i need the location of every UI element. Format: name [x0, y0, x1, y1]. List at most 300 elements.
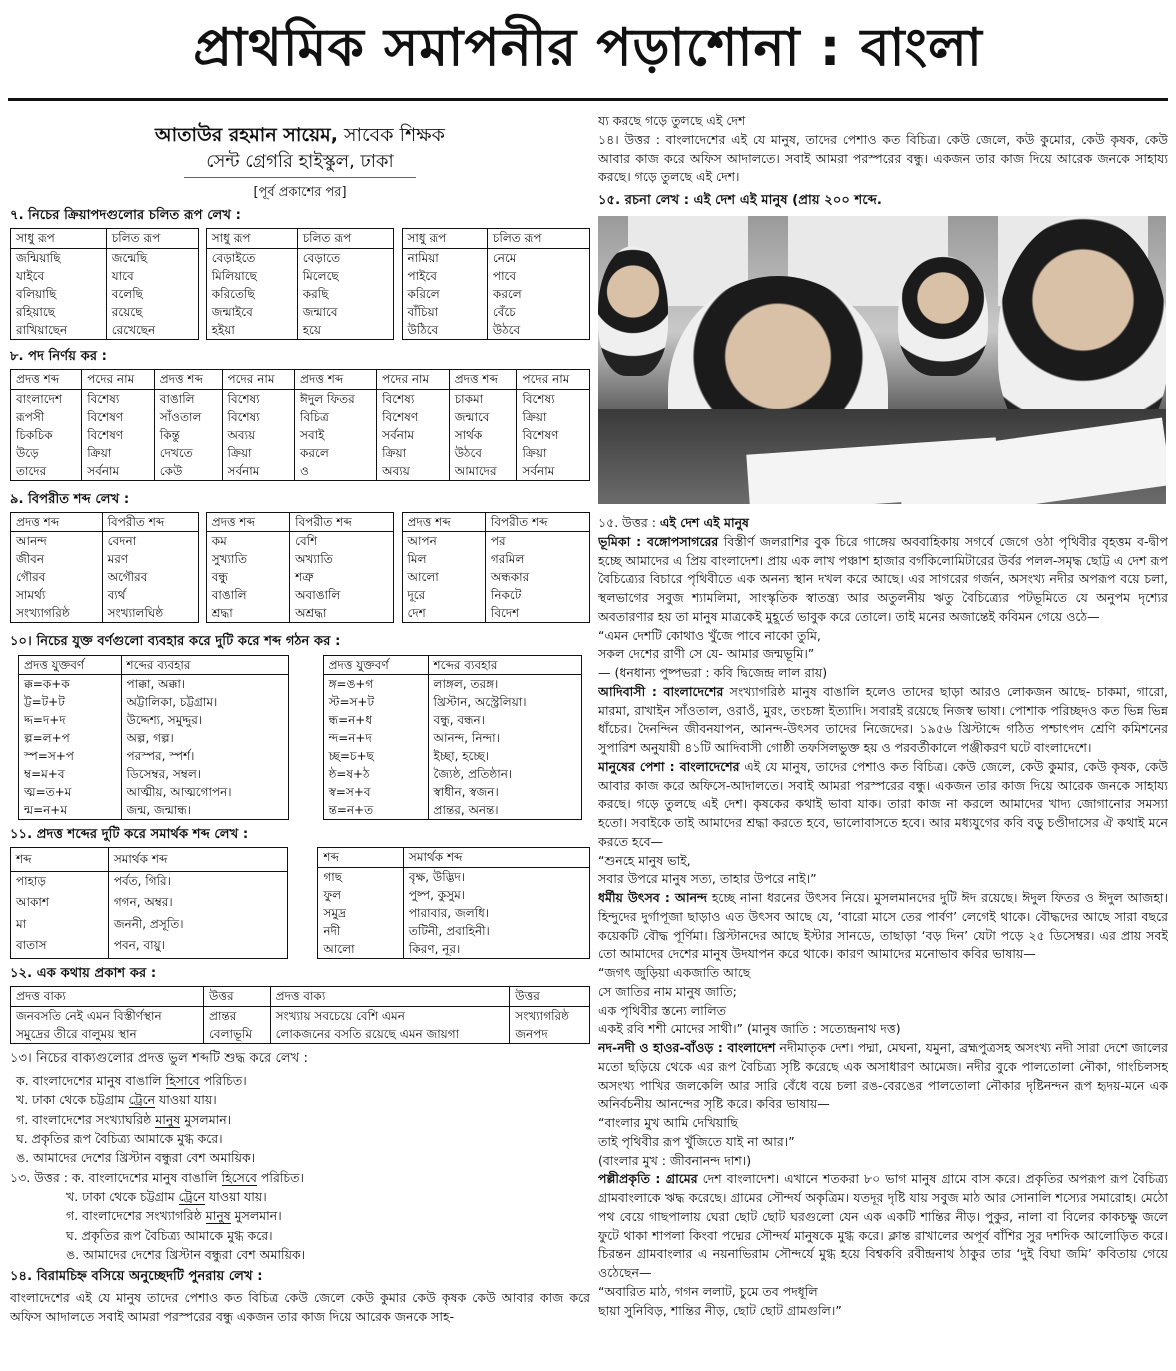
q11-title: ১১. প্রদত্ত শব্দের দুটি করে সমার্থক শব্দ লেখ : — [10, 827, 249, 843]
sentence-pre: ঘ. প্রকৃতির রূপ বৈচিত্র্য আমাকে মুগ্ধ করে। — [16, 1130, 223, 1146]
q7-cell: মিলেছে — [297, 267, 394, 285]
q7-header-cell: সাধু রূপ — [206, 229, 297, 249]
q11-table-row — [318, 886, 590, 904]
q9-table-row — [11, 586, 199, 604]
answer-14: ১৪। উত্তর : বাংলাদেশের এই যে মানুষ, তাদের পেশাও কত বিচিত্র। কেউ জেলে, কউ কুমোর, কেউ কৃষক, কেউ আবার কাজ করে অফিস আদালতে। সবাই আমরা পরস্পরের বন্ধু। একজন তার কাজ দিয়ে আরেক জনকে সাহায্য করছে। গড়ে তুলছে এই দেশ। — [598, 131, 1168, 185]
q8-cell: ক্রিয়া — [517, 444, 590, 462]
sentence-post: মুসলমান। — [180, 1111, 232, 1127]
sentence-pre: ক. বাংলাদেশের মানুষ বাঙালি — [71, 1169, 222, 1185]
q12-header-cell: উত্তর — [204, 987, 271, 1007]
q8-header-cell: প্রদত্ত শব্দ — [154, 369, 222, 389]
q7-cell: রাখিয়াছেন — [16, 322, 68, 337]
q8-cell: উড়ে — [16, 445, 39, 460]
q8-title: ৮. পদ নির্ণয় কর : — [10, 348, 107, 364]
q9-cell: বিদেশ — [485, 604, 589, 623]
sentence-post: যাওয়া যায়। — [205, 1189, 267, 1205]
sentence-pre: ঘ. প্রকৃতির রূপ বৈচিত্র্য আমাকে মুগ্ধ করে। — [66, 1227, 273, 1243]
q7-header-cell: সাধু রূপ — [11, 229, 107, 249]
q11-header-cell: সমার্থক শব্দ — [108, 848, 288, 871]
poem-line: “শুনহে মানুষ ভাই, — [598, 852, 691, 868]
q11-table-row — [11, 893, 288, 915]
poem-line: তাই পৃথিবীর রূপ খুঁজিতে যাই না আর।” — [598, 1133, 795, 1149]
q10-table-row — [323, 747, 581, 765]
author-line — [10, 122, 590, 148]
poem-line: সবার উপরে মানুষ সত্য, তাহার উপরে নাই।” — [598, 871, 817, 887]
q9-table-row — [206, 532, 394, 551]
q7-cell: জন্মাবে — [297, 303, 394, 321]
q9-header-cell: প্রদত্ত শব্দ — [11, 512, 103, 532]
q10-cell: ট্ট=ট+ট — [24, 695, 65, 710]
q9-cell: বেদনা — [102, 532, 198, 551]
q9-cell: আনন্দ — [16, 534, 47, 549]
q10-cell: স্প=স+প — [24, 749, 74, 764]
poem-line: ছায়া সুনিবিড়, শান্তির নীড়, ছোট ছোট গ্রামগুলি।” — [598, 1302, 842, 1318]
q9-tables — [10, 512, 590, 624]
q8-cell: জন্মাবে — [449, 408, 517, 426]
q10-cell: পরস্পর, স্পর্শ। — [121, 747, 288, 765]
q12-cell: জনবসতি নেই এমন বিস্তীর্ণস্থান — [16, 1008, 162, 1023]
q7-cell: নেমে — [487, 248, 589, 267]
q10-cell: জ্যৈষ্ঠ, প্রতিষ্ঠান। — [428, 765, 581, 783]
para-village-head: পল্লীপ্রকৃতি : গ্রামের — [598, 1171, 698, 1187]
q9-cell: বেশি — [290, 532, 394, 551]
q8-cell: বিচিত্র — [295, 408, 377, 426]
sentence-line — [10, 1187, 590, 1206]
q10-cell: স্ট=স+ট — [328, 695, 375, 710]
q8-cell: অব্যয় — [222, 426, 295, 444]
q9-table-row — [11, 604, 199, 623]
q7-cell: উঠবে — [487, 321, 589, 340]
q11-cell: কিরণ, নূর। — [403, 940, 589, 959]
q8-header-cell: পদের নাম — [377, 369, 450, 389]
q7-cell: জন্মেছি — [106, 248, 198, 267]
q8-cell: বাংলাদেশ — [16, 391, 62, 406]
q9-title: ৯. বিপরীত শব্দ লেখ : — [10, 491, 130, 507]
q12-cell: জনপদ — [510, 1025, 590, 1044]
q10-tables — [10, 655, 590, 821]
q8-cell: বিশেষ্য — [82, 389, 155, 408]
para-village-body: দেশ বাংলাদেশ। এখানে শতকরা ৮০ ভাগ মানুষ গ্রামে বাস করে। প্রকৃতির অপরূপ রূপ বৈচিত্র্য গ্রামবাংলাকে ঋদ্ধ করেছে। গ্রামের সৌন্দর্য অকৃত্রিম। যতদূর দৃষ্টি যায় সবুজ মাঠ আর সোনালি শস্যের সমারোহ। মেঠো পথ বেয়ে গাছপালায় ঘেরা ছোট ছোট ঘরগুলো যেন এক একটি শান্তির নীড়। পুকুর, নালা বা বিলের কাকচক্ষু জলে ফুটে থাকা শাপলা কিংবা পদ্মের সৌন্দর্য মানুষকে মুগ্ধ করে। ক্লান্ত রাখালের অপূর্ব বাঁশির সুর দশদিক আলোড়িত করে। চিরন্তন গ্রামবাংলার এ নয়নাভিরাম সৌন্দর্যে মুগ্ধ হয়ে বিশ্বকবি রবীন্দ্রনাথ ঠাকুর তার ‘দুই বিঘা জমি’ কবিতায় গেয়ে ওঠেছেন— — [598, 1171, 1168, 1281]
q8-cell: সর্বনাম — [222, 462, 295, 481]
q12-cell: সমুদ্রের তীরে বালুময় স্থান — [16, 1026, 137, 1041]
q10-header-cell: প্রদত্ত যুক্তবর্ণ — [19, 655, 122, 675]
q8-cell: ক্রিয়া — [82, 444, 155, 462]
continued-note: [পূর্ব প্রকাশের পর] — [253, 185, 347, 201]
q8-cell: ঈদুল ফিতর — [295, 389, 377, 408]
q10-cell: জন্ম, জন্মান্ধ। — [121, 801, 288, 820]
q8-cell: চাকমা — [449, 389, 517, 408]
q10-cell: ন্দ=ন+দ — [328, 731, 372, 746]
q11-header-cell: শব্দ — [11, 848, 109, 871]
q7-cell: যাবে — [106, 267, 198, 285]
poem-line: “অবারিত মাঠ, গগন ললাট, চুমে তব পদধূলি — [598, 1283, 818, 1299]
q8-cell: দেখতে — [154, 444, 222, 462]
q11-table — [317, 847, 590, 959]
poem-line: এক পৃথিবীর স্তন্যে লালিত — [598, 1002, 727, 1018]
q9-cell: অন্ধকার — [485, 568, 589, 586]
q10-cell: ন্ধ=ন+ধ — [328, 713, 373, 728]
q7-cell: বেড়াতে — [297, 248, 394, 267]
q8-cell: সর্বনাম — [82, 462, 155, 481]
q12-cell: লোকজনের বসতি রয়েছে এমন জায়গা — [270, 1025, 510, 1044]
q11-cell: পবন, বায়ু। — [108, 936, 288, 958]
q7-cell: হয়ে — [297, 321, 394, 340]
q7-table-row — [206, 303, 394, 321]
q7-table-row — [402, 285, 590, 303]
q10-cell: ন্ত=ন+ত — [328, 803, 374, 818]
q9-cell: পর — [485, 532, 589, 551]
sentence-post: পরিচিত। — [256, 1169, 304, 1185]
q7-cell: বলেছি — [106, 285, 198, 303]
q9-cell: গরমিল — [485, 550, 589, 568]
q10-header-cell: প্রদত্ত যুক্তবর্ণ — [323, 655, 428, 675]
q7-cell: করিলে — [407, 286, 440, 301]
q7-table-row — [206, 285, 394, 303]
q8-cell: করলে — [295, 444, 377, 462]
q8-cell: ক্রিয়া — [222, 444, 295, 462]
q8-cell: বিশেষণ — [517, 426, 590, 444]
sentence-pre: ক. বাংলাদেশের মানুষ বাঙালি — [16, 1072, 166, 1088]
q10-cell: ক্ক=ক+ক — [24, 677, 70, 692]
q8-cell: বিশেষণ — [82, 426, 155, 444]
poem-2 — [598, 852, 1168, 890]
q10-cell: আনন্দ, নিন্দা। — [428, 729, 581, 747]
page-headline: প্রাথমিক সমাপনীর পড়াশোনা : বাংলা — [193, 18, 983, 78]
q9-cell: জীবন — [16, 552, 45, 567]
q7-cell: পাইবে — [407, 268, 437, 283]
q9-cell: মিল — [407, 552, 427, 567]
q8-cell: ও — [295, 462, 377, 481]
q9-table — [402, 512, 591, 624]
q10-table-row — [323, 729, 581, 747]
q10-cell: ন্ম=ন+ম — [24, 803, 68, 818]
q7-cell: জন্মিয়াছি — [16, 250, 61, 265]
q9-header-cell: বিপরীত শব্দ — [102, 512, 198, 532]
q10-table-row — [19, 729, 289, 747]
q7-cell: বেঁচে — [487, 303, 589, 321]
q9-cell: অখ্যাতি — [290, 550, 394, 568]
q9-cell: আলো — [407, 570, 439, 585]
q10-header-cell: শব্দের ব্যবহার — [428, 655, 581, 675]
q12-cell: সংখ্যায় সবচেয়ে বেশি এমন — [270, 1006, 510, 1025]
para-profession — [598, 758, 1168, 852]
q8-cell: কিন্তু — [154, 426, 222, 444]
q10-cell: লাঙ্গল, তরঙ্গ। — [428, 675, 581, 694]
poem-5 — [598, 1283, 1168, 1321]
q8-cell: সাঁওতাল — [154, 408, 222, 426]
q9-cell: বন্ধু — [211, 570, 228, 585]
q8-cell: কেউ — [154, 462, 222, 481]
q7-cell: উঠিবে — [407, 322, 439, 337]
q9-cell: আপন — [407, 534, 437, 549]
left-column — [10, 112, 590, 1367]
poem-line: “বাংলার মুখ আমি দেখিয়াছি — [598, 1115, 738, 1131]
q9-table-row — [402, 532, 590, 551]
sentence-post: পরিচিত। — [199, 1072, 247, 1088]
q11-cell: সমুদ্র — [323, 905, 346, 920]
q10-cell: খ্রিস্টান, অস্ট্রেলিয়া। — [428, 693, 581, 711]
poem-line: সে জাতির নাম মানুষ জাতি; — [598, 983, 737, 999]
q10-table — [323, 655, 582, 821]
para-village — [598, 1170, 1168, 1283]
q9-table-row — [402, 550, 590, 568]
q7-table-row — [11, 303, 199, 321]
sentence-line — [10, 1071, 590, 1090]
q9-cell: সামর্থ্য — [16, 588, 46, 603]
q9-table-row — [206, 568, 394, 586]
poem-line: একই রবি শশী মোদের সাথী।” (মানুষ জাতি : সত্যেন্দ্রনাথ দত্ত) — [598, 1021, 901, 1037]
q7-cell: রেখেছেন — [106, 321, 198, 340]
q12-header-cell: প্রদত্ত বাক্য — [270, 987, 510, 1007]
q7-header-cell: চলিত রূপ — [297, 229, 394, 249]
sentence-post: মুসলমান। — [230, 1208, 282, 1224]
q10-cell: চ্ছ=চ+ছ — [328, 749, 374, 764]
q11-cell: গাছ — [323, 869, 343, 884]
q11-table-row — [11, 936, 288, 958]
q7-cell: মিলিয়াছে — [211, 268, 257, 283]
sentence-pre: গ. বাংলাদেশের সংখ্যাঘরিষ্ঠ — [16, 1111, 156, 1127]
q7-table-row — [402, 248, 590, 267]
school-name: সেন্ট গ্রেগরি হাইস্কুল, ঢাকা — [184, 150, 416, 178]
q8-header-cell: প্রদত্ত শব্দ — [11, 369, 82, 389]
q9-cell: নিকটে — [485, 586, 589, 604]
q8-cell: বিশেষ্য — [517, 389, 590, 408]
q11-table-row — [318, 867, 590, 886]
q11-cell: বৃক্ষ, উদ্ভিদ। — [403, 867, 589, 886]
q7-header-cell: চলিত রূপ — [487, 229, 589, 249]
answer-15-heading — [598, 514, 1168, 533]
q10-table-row — [323, 675, 581, 694]
q7-table-row — [402, 267, 590, 285]
poem-line: — (ধনধান্য পুষ্পভরা : কবি দ্বিজেন্দ্র লাল রায়) — [598, 665, 828, 681]
q10-table-row — [323, 765, 581, 783]
para-adivasi-body: সংখ্যাগরিষ্ঠ মানুষ বাঙালি হলেও তাদের ছাড়া আরও লোকজন আছে- চাকমা, গারো, মারমা, রাখাইন সাঁওতাল, ওরাওঁ, মুরং, তংচঙ্গা ইত্যাদি। সবারই রয়েছে নিজস্ব ভাষা। পোশাক পরিচ্ছদও কত ভিন্ন ভিন্ন ধাঁচের। দৈনন্দিন জীবনযাপন, আনন্দ-উৎসব তাদের নিজেদের। ১৯৫৬ খ্রিস্টাব্দে গঠিত পশ্চাৎপদ শ্রেণি কমিশনের সুপারিশ অনুযায়ী ৪১টি আদিবাসী গোষ্ঠী তফসিলভুক্ত হয় ও পরবর্তীকালে পঞ্জীকরণ ঘটে বাংলাদেশে। — [598, 683, 1168, 756]
q9-table — [206, 512, 395, 624]
q11-table-row — [318, 904, 590, 922]
sentence-line — [10, 1168, 590, 1187]
q7-cell: বাঁচিয়া — [407, 304, 439, 319]
poem-line: “এমন দেশটি কোথাও খুঁজে পাবে নাকো তুমি, — [598, 627, 821, 643]
q11-cell: নদী — [323, 923, 341, 938]
q9-cell: অশ্রদ্ধা — [290, 604, 394, 623]
q9-table — [10, 512, 199, 624]
q10-cell: ষ্ঠ=ষ+ঠ — [328, 767, 370, 782]
q7-table — [206, 228, 395, 340]
q7-table-row — [11, 285, 199, 303]
para-festival — [598, 889, 1168, 964]
q9-cell: মরণ — [102, 550, 198, 568]
q8-table-row — [11, 444, 590, 462]
sentence-pre: খ. ঢাকা থেকে চট্টগ্রাম — [16, 1092, 129, 1108]
para-festival-head: ধর্মীয় উৎসব : আনন্দ — [598, 890, 708, 906]
answer-15-title: এই দেশ এই মানুষ — [659, 515, 749, 531]
q8-header-cell: পদের নাম — [82, 369, 155, 389]
q8-header-cell: পদের নাম — [517, 369, 590, 389]
q10-table-row — [323, 783, 581, 801]
corrected-word: মানুষ — [205, 1208, 231, 1224]
para-intro — [598, 533, 1168, 627]
sentence-line — [10, 1110, 590, 1129]
q8-cell: উঠবে — [449, 444, 517, 462]
q9-table-row — [206, 550, 394, 568]
q10-table — [18, 655, 289, 821]
corrected-word: মানুষ — [155, 1111, 181, 1127]
q10-cell: অট্টালিকা, চট্টগ্রাম। — [121, 693, 288, 711]
q12-title: ১২. এক কথায় প্রকাশ কর : — [10, 965, 157, 981]
q12-table — [10, 986, 590, 1044]
q10-cell: আত্মীয়, আত্মগোপন। — [121, 783, 288, 801]
q9-header-cell: প্রদত্ত শব্দ — [206, 512, 289, 532]
author-name: আতাউর রহমান সায়েম, — [155, 124, 338, 146]
q9-cell: গৌরব — [16, 570, 46, 585]
poem-3 — [598, 964, 1168, 1039]
q12-header-cell: প্রদত্ত বাক্য — [11, 987, 204, 1007]
q8-cell: বাঙালি — [154, 389, 222, 408]
q8-table — [10, 369, 590, 481]
q8-cell: বিশেষণ — [377, 408, 450, 426]
poem-line: “জগৎ জুড়িয়া একজাতি আছে — [598, 965, 751, 981]
byline — [10, 122, 590, 202]
corrected-word: হিসেবে — [221, 1169, 257, 1185]
q7-title: ৭. নিচের ক্রিয়াপদগুলোর চলিত রূপ লেখ : — [10, 207, 241, 223]
q8-cell: রূপসী — [16, 409, 45, 424]
q10-table-row — [323, 693, 581, 711]
q9-cell: দেশ — [407, 606, 426, 621]
q8-table-row — [11, 426, 590, 444]
q10-cell: স্ব=স+ব — [328, 785, 371, 800]
q7-table — [10, 228, 199, 340]
q15-title: ১৫. রচনা লেখ : এই দেশ এই মানুষ (প্রায় ২০০ শব্দে. — [598, 193, 882, 208]
poem-1 — [598, 627, 1168, 683]
para-intro-body: বিস্তীর্ণ জলরাশির বুক চিরে গাঙ্গেয় অববাহিকায় সগর্বে জেগে ওঠা পৃথিবীর বৃহত্তম ব-দ্বীপ হচ্ছে আমাদের এ প্রিয় বাংলাদেশ। প্রায় এক লাখ পঞ্চাশ হাজার বর্গকিলোমিটারের উর্বর পলল-সমৃদ্ধ ছোট্ট এ দেশ রূপ বৈচিত্র্যের বিচারে পৃথিবীতে এক অনন্য স্থান দখল করে আছে। এর সাগরের গর্জন, অসংখ্য নদীর অপরূপ বয়ে চলা, স্থলভাগের সবুজ শ্যামলিমা, সাংস্কৃতিক স্বাতন্ত্র্য আর অতুলনীয় ঋতু বৈচিত্র্যের পটভূমিতে যে অনুপম দৃশ্যের অবতারণার হয় তা মানুষ মাত্রকেই মুহূর্তে ভাবুক করে তোলে। তাই মনের অজান্তেই কবিমন গেয়ে ওঠে— — [598, 533, 1168, 624]
q10-title: ১০। নিচের যুক্ত বর্ণগুলো ব্যবহার করে দুটি করে শব্দ গঠন কর : — [10, 634, 341, 650]
q10-table-row — [19, 675, 289, 694]
q12-table-row — [11, 1025, 590, 1044]
poem-line: (বাংলার মুখ : জীবনানন্দ দাশ।) — [598, 1152, 752, 1168]
q10-cell: অল্প, গল্প। — [121, 729, 288, 747]
para-profession-body: এই যে মানুষ, তাদের পেশাও কত বিচিত্র। কেউ জেলে, কেউ কুমার, কেউ কৃষক, কেউ আবার কাজ করে অফিসে-আদালতে। সবাই আমরা পরস্পরের বন্ধু। একজন তার কাজ দিয়ে আরেক জনকে সাহায্য করছে। গড়ে তুলছে এই দেশ। কৃষকের কথাই ভাবা যাক। তারা কাজ না করলে আমাদের খাদ্য জোগানোর সমস্যা হতো। সবাইকে তাই আমাদের শ্রদ্ধা করতে হবে, ভালোবাসতে হবে। আর মধ্যযুগের কবি বড়ু চণ্ডীদাসের ঐ কথাই মনে করতে হবে— — [598, 758, 1168, 849]
sentence-line — [10, 1148, 590, 1167]
para-adivasi-head: আদিবাসী : বাংলাদেশের — [598, 683, 724, 699]
q9-cell: অবাঙালি — [290, 586, 394, 604]
q9-cell: কম — [211, 534, 227, 549]
q7-table-row — [206, 267, 394, 285]
q11-header-cell: শব্দ — [318, 848, 404, 868]
q11-table-row — [318, 940, 590, 959]
q9-table-row — [11, 550, 199, 568]
q10-cell: প্রান্তর, অনন্ত। — [428, 801, 581, 820]
q10-cell: উদ্দেশ্য, সমুদ্দুর। — [121, 711, 288, 729]
corrected-word: ট্রেনে — [178, 1189, 206, 1205]
q8-cell: বিশেষ্য — [222, 389, 295, 408]
q11-cell: তটিনী, প্রবাহিনী। — [403, 922, 589, 940]
q9-cell: দূরে — [407, 588, 426, 603]
q10-table-row — [19, 711, 289, 729]
q11-cell: জননী, প্রসূতি। — [108, 915, 288, 937]
para-rivers — [598, 1039, 1168, 1114]
q11-cell: ফুল — [323, 887, 342, 902]
q8-cell: বিশেষ্য — [377, 389, 450, 408]
right-column — [598, 112, 1168, 1367]
q13-answers — [10, 1168, 590, 1265]
q8-cell: বিশেষ্য — [222, 408, 295, 426]
q10-cell: বন্ধু, বন্ধন। — [428, 711, 581, 729]
sentence-post: যাওয়া যায়। — [155, 1092, 217, 1108]
q8-table-row — [11, 408, 590, 426]
q8-table-row — [11, 389, 590, 408]
q7-table-row — [11, 248, 199, 267]
q8-cell: সর্বনাম — [377, 426, 450, 444]
q9-cell: সুখ্যাতি — [211, 552, 247, 567]
q9-cell: সংখ্যাগরিষ্ঠ — [16, 606, 70, 621]
q11-tables — [10, 847, 590, 959]
para-festival-body: হচ্ছে নানা ধরনের উৎসব নিয়ে। মুসলমানদের দুটি ঈদ রয়েছে। ঈদুল ফিতর ও ঈদুল আজহা। হিন্দুদের দুর্গাপূজা ছাড়াও এত উৎসব আছে যে, ‘বারো মাসে তের পার্বণ’ লেগেই থাকে। বৌদ্ধদের আছে সারা বছরে কয়েকটি বৌদ্ধ পূর্ণিমা। খ্রিস্টানদের আছে ইস্টার সানডে, তাছাড়া ‘বড় দিন’ যেটা পড়ে ২৫ ডিসেম্বর। এর প্রায় সবই তো আমাদের দেশের মানুষ উদযাপন করে থাকে। কারণ আমাদের মনোভাব কবির ভাষায়— — [598, 890, 1168, 962]
q11-table-row — [11, 871, 288, 893]
q11-cell: পাহাড় — [16, 873, 46, 888]
q7-cell: রহিয়াছে — [16, 304, 55, 319]
q11-table-row — [318, 922, 590, 940]
q10-table-row — [19, 801, 289, 820]
sentence-line — [10, 1206, 590, 1225]
q7-table-row — [402, 303, 590, 321]
q9-table-row — [402, 586, 590, 604]
q11-cell: আকাশ — [16, 895, 49, 910]
para-intro-head: ভূমিকা : বঙ্গোপসাগরের — [598, 533, 719, 549]
q8-cell: বিশেষণ — [82, 408, 155, 426]
q7-table-row — [11, 267, 199, 285]
q11-cell: আলো — [323, 941, 355, 956]
q10-cell: ডিসেম্বর, সম্বল। — [121, 765, 288, 783]
q9-table-row — [402, 568, 590, 586]
q11-cell: পুষ্প, কুসুম। — [403, 886, 589, 904]
q10-table-row — [19, 747, 289, 765]
sentence-line — [10, 1226, 590, 1245]
q8-cell: তাদের — [16, 463, 47, 478]
q10-cell: পাক্কা, অক্কা। — [121, 675, 288, 694]
q11-header-cell: সমার্থক শব্দ — [403, 848, 589, 868]
q10-cell: স্বাধীন, স্বজন। — [428, 783, 581, 801]
q12-cell: বেলাভূমি — [204, 1025, 271, 1044]
q8-cell: চিকচিক — [16, 427, 53, 442]
q7-table-row — [206, 248, 394, 267]
q7-cell: রয়েছে — [106, 303, 198, 321]
q9-table-row — [206, 586, 394, 604]
q10-table-row — [19, 693, 289, 711]
q11-cell: বাতাস — [16, 938, 47, 953]
q11-cell: মা — [16, 916, 27, 931]
author-role: সাবেক শিক্ষক — [337, 124, 445, 146]
q12-table-row — [11, 1006, 590, 1025]
q12-header-cell: উত্তর — [510, 987, 590, 1007]
q11-table-row — [11, 915, 288, 937]
para-adivasi — [598, 683, 1168, 758]
q8-cell: সার্থক — [449, 426, 517, 444]
q7-cell: জন্মাইবে — [211, 304, 253, 319]
q11-cell: পারাবার, জলধি। — [403, 904, 589, 922]
q7-header-cell: চলিত রূপ — [106, 229, 198, 249]
sentence-pre: খ. ঢাকা থেকে চট্টগ্রাম — [66, 1189, 179, 1205]
q8-cell: সবাই — [295, 426, 377, 444]
q8-cell: সর্বনাম — [517, 462, 590, 481]
q14-title: ১৪. বিরামচিহ্ন বসিয়ে অনুচ্ছেদটি পুনরায় লেখ : — [10, 1268, 263, 1284]
q8-header-cell: প্রদত্ত শব্দ — [295, 369, 377, 389]
q9-header-cell: প্রদত্ত শব্দ — [402, 512, 485, 532]
q10-cell: ইচ্ছা, হচ্ছে। — [428, 747, 581, 765]
q14-body: বাংলাদেশের এই যে মানুষ তাদের পেশাও কত বিচিত্র কেউ জেলে কেউ কুমার কেউ কৃষক কেউ আবার কাজ করে অফিস আদালতে সবাই আমরা পরস্পরের বন্ধু একজন তার কাজ দিয়ে আরেক জনকে সাহ- — [10, 1289, 590, 1324]
q8-header-cell: পদের নাম — [222, 369, 295, 389]
sentence-pre: গ. বাংলাদেশের সংখ্যাগরিষ্ঠ — [66, 1208, 206, 1224]
q10-cell: ল্প=ল+প — [24, 731, 70, 746]
